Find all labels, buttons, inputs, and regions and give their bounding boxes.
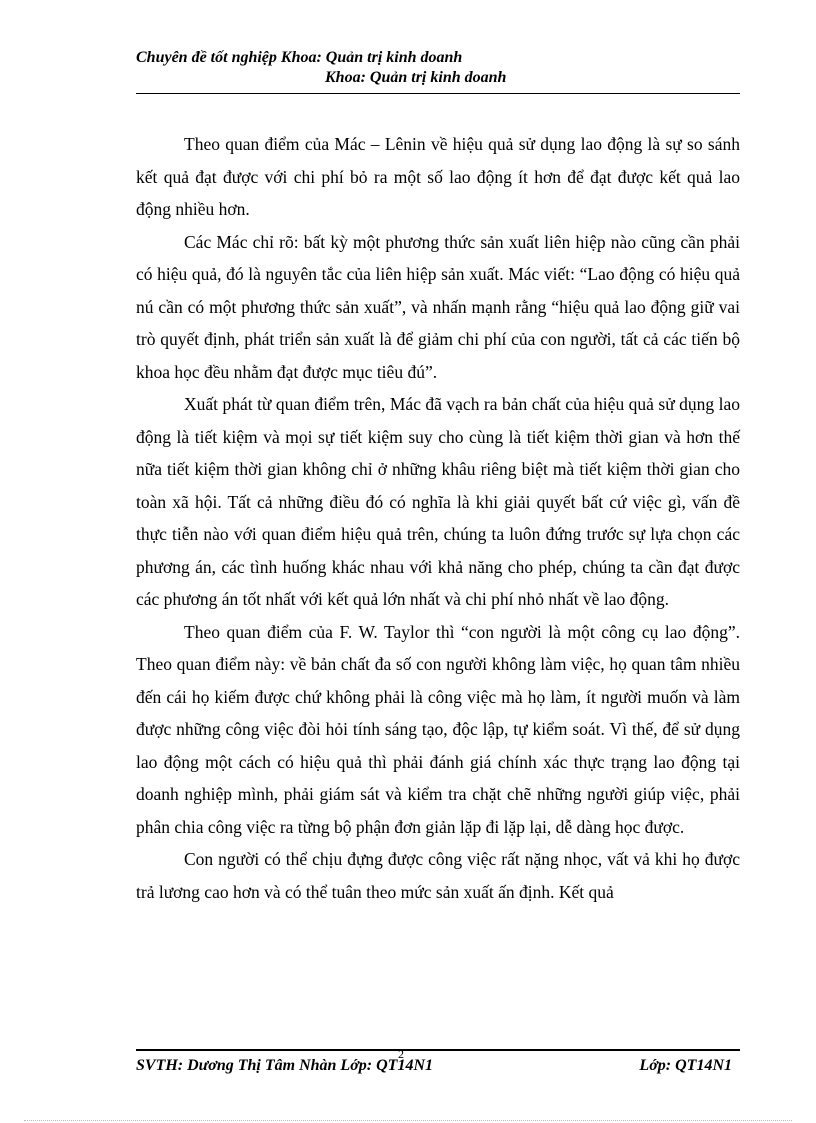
- header-divider: [136, 93, 740, 94]
- paragraph: Theo quan điểm của Mác – Lênin về hiệu quả sử dụng lao động là sự so sánh kết quả đạt được với chi phí bỏ ra một số lao động ít hơn để đạt được kết quả lao động nhiều hơn.: [136, 134, 740, 219]
- document-body: [136, 128, 740, 908]
- paragraph: Theo quan điểm của F. W. Taylor thì “con người là một công cụ lao động”. Theo quan điểm này: về bản chất đa số con người không làm việc, họ quan tâm nhiều đến cái họ kiếm được chứ không phải là công việc mà họ làm, ít người muốn và làm được những công việc đòi hỏi tính sáng tạo, độc lập, tự kiểm soát. Vì thế, để sử dụng lao động một cách có hiệu quả thì phải đánh giá chính xác thực trạng lao động tại doanh nghiệp mình, phải giám sát và kiểm tra chặt chẽ những người giúp việc, phải phân chia công việc ra từng bộ phận đơn giản lặp đi lặp lại, dễ dàng học được.: [136, 621, 740, 837]
- footer-class: Lớp: QT14N1: [639, 1057, 732, 1074]
- page-edge: [24, 1120, 792, 1121]
- paragraph: Con người có thể chịu đựng được công việc rất nặng nhọc, vất vả khi họ được trả lương cao hơn và có thể tuân theo mức sản xuất ấn định. Kết quả: [136, 849, 740, 902]
- header-faculty: Khoa: Quản trị kinh doanh: [325, 69, 507, 86]
- footer-divider: [136, 1049, 740, 1051]
- paragraph: Các Mác chỉ rõ: bất kỳ một phương thức sản xuất liên hiệp nào cũng cần phải có hiệu quả, đó là nguyên tắc của liên hiệp sản xuất. Mác viết: “Lao động có hiệu quả nú cần có một phương thức sản xuất”, và nhấn mạnh rằng “hiệu quả lao động giữ vai trò quyết định, phát triển sản xuất là để giảm chi phí của con người, tất cả các tiến bộ khoa học đều nhằm đạt được mục tiêu đú”.: [136, 231, 740, 382]
- paragraph: Xuất phát từ quan điểm trên, Mác đã vạch ra bản chất của hiệu quả sử dụng lao động là tiết kiệm và mọi sự tiết kiệm suy cho cùng là tiết kiệm thời gian và hơn thế nữa tiết kiệm thời gian không chỉ ở những khâu riêng biệt mà tiết kiệm thời gian cho toàn xã hội. Tất cả những điều đó có nghĩa là khi giải quyết bất cứ việc gì, vấn đề thực tiễn nào với quan điểm hiệu quả trên, chúng ta luôn đứng trước sự lựa chọn các phương án, các tình huống khác nhau với khả năng cho phép, chúng ta cần đạt được các phương án tốt nhất với kết quả lớn nhất và chi phí nhỏ nhất về lao động.: [136, 394, 740, 609]
- page-number: 2: [398, 1047, 404, 1061]
- footer-student-info: SVTH: Dương Thị Tâm Nhàn Lớp: QT14N1: [136, 1057, 433, 1074]
- page-header: [136, 48, 740, 88]
- header-title: Chuyên đề tốt nghiệp Khoa: Quản trị kinh doanh: [136, 49, 463, 66]
